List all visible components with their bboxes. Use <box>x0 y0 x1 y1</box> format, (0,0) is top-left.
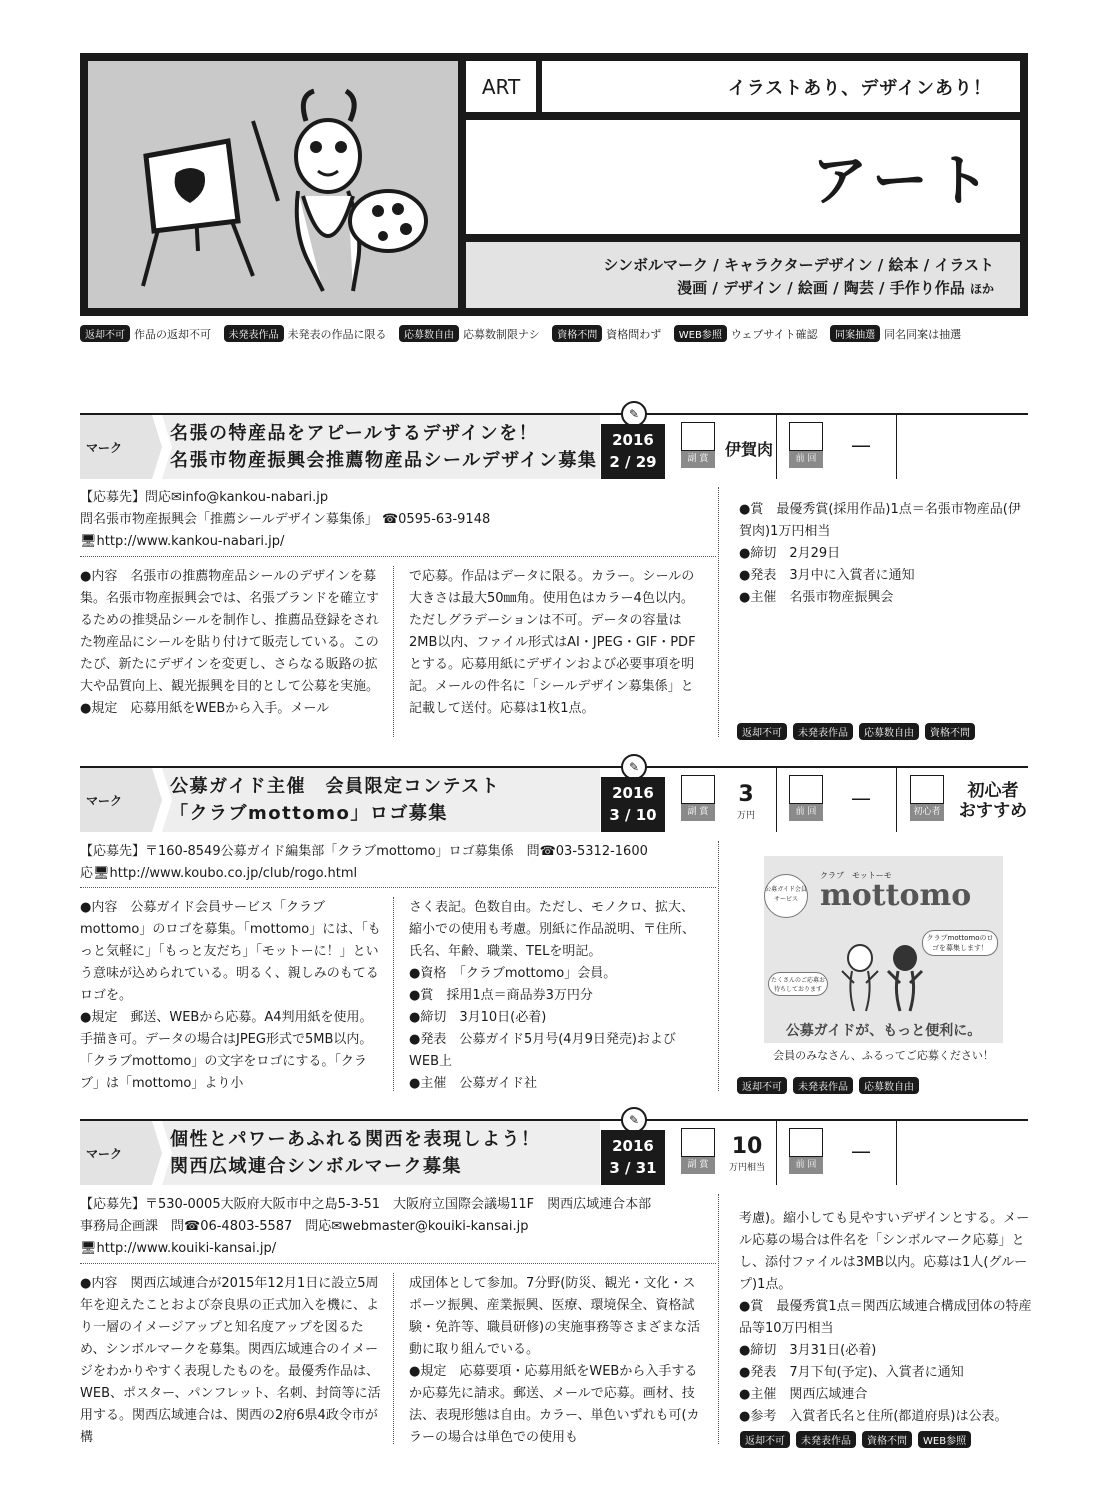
contact-line: 【応募先】〒530-0005大阪府大阪市中之島5-3-51 大阪府立国際会議場11F 関西広域連合本部 <box>80 1197 652 1212</box>
art-label: ART <box>466 61 536 112</box>
legend-badge: 返却不可 <box>80 325 130 342</box>
body-col2 <box>409 897 705 1095</box>
legend-badge: 未発表作品 <box>224 325 284 342</box>
contact-line: 🖥http://www.kouiki-kansai.jp/ <box>80 1241 277 1256</box>
dotted-rule <box>80 1263 716 1264</box>
beginner-note <box>955 781 1031 821</box>
category-label: マーク <box>86 1147 123 1161</box>
entry-title-line2: 名張市物産振興会推薦物産品シールデザイン募集 <box>170 450 598 471</box>
dotted-rule <box>393 1273 394 1444</box>
legend-text: ウェブサイト確認 <box>730 328 818 341</box>
deadline-year: 2016 <box>612 431 654 449</box>
contact-line: 事務局企画課 問☎06-4803-5587 問応✉webmaster@kouiki-kansai.jp <box>80 1219 529 1234</box>
dotted-rule <box>393 566 394 737</box>
book-icon: 初心者 <box>910 775 944 821</box>
legend-text: 作品の返却不可 <box>134 328 211 341</box>
prize-amount: 10 <box>731 1134 763 1159</box>
promo-slogan: 公募ガイドが、もっと便利に。 <box>785 1023 982 1039</box>
pin-icon: ✎ <box>621 401 647 427</box>
body-paragraph: ●主催 名張市物産振興会 <box>739 590 894 605</box>
badge-legend <box>80 325 1040 342</box>
badge: WEB参照 <box>918 1431 971 1448</box>
beginner-line: おすすめ <box>958 801 1028 821</box>
deadline-date: 2 / 29 <box>609 453 657 471</box>
legend-text: 応募数制限ナシ <box>463 328 540 341</box>
entry-title-line2: 関西広域連合シンボルマーク募集 <box>170 1156 463 1177</box>
category-label: マーク <box>86 441 123 455</box>
legend-badge: WEB参照 <box>674 325 727 342</box>
entry-title-line1: 名張の特産品をアピールするデザインを！ <box>170 423 539 444</box>
body-paragraph: ●参考 入賞者氏名と住所(都道府県)は公表。 <box>739 1409 1008 1424</box>
body-col2 <box>409 1273 705 1449</box>
divider <box>776 415 777 479</box>
entry-rule <box>80 1119 1028 1121</box>
body-col3 <box>739 1208 1039 1428</box>
contact-line: 応🖥http://www.koubo.co.jp/club/rogo.html <box>80 866 358 881</box>
body-paragraph: ●発表 7月下旬(予定)、入賞者に通知 <box>739 1365 964 1380</box>
mail-icon: 前 回 <box>789 422 823 468</box>
legend-badge: 資格不問 <box>552 325 602 342</box>
badge: 返却不可 <box>737 1077 787 1094</box>
body-paragraph: ●発表 3月中に入賞者に通知 <box>739 568 915 583</box>
prize-value: 伊賀肉 <box>725 440 774 459</box>
badge: 応募数自由 <box>859 723 919 740</box>
entry-badges <box>731 721 975 740</box>
entry-title-line1: 公募ガイド主催 会員限定コンテスト <box>170 776 501 797</box>
contact-info <box>80 487 720 553</box>
body-paragraph: で応募。作品はデータに限る。カラー。シールの大きさは最大50㎜角。使用色はカラー4色以内。ただしグラデーションは不可。データの容量は2MB以内、ファイル形式はAI・JPEG・GIF・PDFとする。応募用紙にデザインおよび必要事項を明記。メールの件名に「シールデザイン募集係」と記載して送付。応募は1枚1点。 <box>409 569 696 716</box>
coins-icon: 副 賞 <box>681 775 715 821</box>
badge: 返却不可 <box>740 1431 790 1448</box>
contact-info <box>80 841 720 885</box>
body-col3 <box>739 499 1031 609</box>
body-paragraph: ●賞 最優秀賞(採用作品)1点＝名張市物産品(伊賀肉)1万円相当 <box>739 502 1021 539</box>
dotted-rule <box>718 1194 719 1444</box>
mail-icon: 前 回 <box>789 775 823 821</box>
body-col1 <box>80 1273 383 1449</box>
dotted-rule <box>718 487 719 737</box>
body-paragraph: ●締切 2月29日 <box>739 546 841 561</box>
body-col1 <box>80 566 383 720</box>
logo-kana: クラブ モットーモ <box>820 871 892 880</box>
goat-painter-illustration <box>88 61 458 308</box>
body-paragraph: ●内容 関西広域連合が2015年12月1日に設立5周年を迎えたことおよび奈良県の正式加入を機に、より一層のイメージアップと知名度アップを図るため、シンボルマークを募集。関西広域連合のイメージをわかりやすく表現したものを。最優秀作品は、WEB、ポスター、パンフレット、名刺、封筒等に活用する。関西広域連合は、関西の2府6県4政令市が構 <box>80 1276 381 1445</box>
page-title: アート <box>466 120 1020 234</box>
beginner-line: 初心者 <box>967 781 1019 801</box>
goat-mascots-illustration <box>830 938 930 1016</box>
badge: 未発表作品 <box>793 723 853 740</box>
prize-amount: 3 <box>738 782 754 807</box>
previous-value: — <box>851 433 871 457</box>
body-paragraph: ●主催 公募ガイド社 <box>409 1076 537 1091</box>
body-col2 <box>409 566 705 720</box>
body-paragraph: ●規定 応募用紙をWEBから入手。メール <box>80 701 330 716</box>
legend-badge: 同案抽選 <box>830 325 880 342</box>
legend-text: 資格問わず <box>606 328 662 341</box>
body-paragraph: ●規定 応募要項・応募用紙をWEBから入手するか応募先に請求。郵送、メールで応募。画材、技法、表現形態は自由。カラー、単色いずれも可(カラーの場合は単色での使用も <box>409 1364 700 1445</box>
dotted-rule <box>393 897 394 1091</box>
body-paragraph: ●発表 公募ガイド5月号(4月9日発売)およびWEB上 <box>409 1032 676 1069</box>
body-paragraph: さく表記。色数自由。ただし、モノクロ、拡大、縮小での使用も考慮。別紙に作品説明、〒住所、氏名、年齢、職業、TELを明記。 <box>409 900 696 959</box>
category-label: マーク <box>86 794 123 808</box>
coins-icon: 副 賞 <box>681 422 715 468</box>
prize-unit: 万円相当 <box>728 1163 765 1173</box>
legend-badge: 応募数自由 <box>399 325 459 342</box>
entry-rule <box>80 413 1028 415</box>
contact-info <box>80 1194 720 1260</box>
body-paragraph: ●規定 郵送、WEBから応募。A4判用紙を使用。手描き可。データの場合はJPEG形式で5MB以内。「クラブmottomo」の文字をロゴにする。「クラブ」は「mottomo」より小 <box>80 1010 373 1091</box>
deadline-year: 2016 <box>612 1137 654 1155</box>
dotted-rule <box>718 841 719 1091</box>
logo-wordmark: mottomo <box>820 878 972 913</box>
deadline-box <box>601 777 665 832</box>
mail-icon: 前 回 <box>789 1128 823 1174</box>
logo-service-badge: 公募ガイド会員サービス <box>764 874 808 918</box>
contact-line: 【応募先】〒160-8549公募ガイド編集部「クラブmottomo」ロゴ募集係 問☎03-5312-1600 <box>80 844 648 859</box>
divider <box>896 415 897 479</box>
genre-tags <box>466 242 1020 308</box>
badge: 未発表作品 <box>793 1077 853 1094</box>
body-paragraph: ●内容 公募ガイド会員サービス「クラブmottomo」のロゴを募集。「mottomo」には、「もっと気軽に」「もっと友だち」「モットーに！」という意味が込められている。明るく、親しみのもてるロゴを。 <box>80 900 381 1003</box>
dotted-rule <box>80 887 716 888</box>
pin-icon: ✎ <box>621 1107 647 1133</box>
entry-title-line2: 「クラブmottomo」ロゴ募集 <box>170 803 448 824</box>
genre-tags-line1: シンボルマーク / キャラクターデザイン / 絵本 / イラスト <box>603 256 994 274</box>
speech-bubble-right: クラブmottomoのロゴを募集します！ <box>922 930 998 956</box>
body-col1 <box>80 897 383 1095</box>
divider <box>896 768 897 832</box>
legend-text: 未発表の作品に限る <box>287 328 387 341</box>
badge: 応募数自由 <box>859 1077 919 1094</box>
body-paragraph: ●内容 名張市の推薦物産品シールのデザインを募集。名張市物産振興会では、名張ブランドを確立するための推奨品シールを制作し、推薦品登録をされた物産品にシールを貼り付けて販売している。このたび、新たにデザインを変更し、さらなる販路の拡大や品質向上、観光振興を目的として公募を実施。 <box>80 569 380 694</box>
deadline-box <box>601 424 665 479</box>
promo-caption: 会員のみなさん、ふるってご応募ください！ <box>773 1049 994 1062</box>
entry-title-line1: 個性とパワーあふれる関西を表現しよう！ <box>170 1129 541 1150</box>
body-paragraph: ●賞 採用1点＝商品券3万円分 <box>409 988 593 1003</box>
pin-icon: ✎ <box>621 754 647 780</box>
deadline-date: 3 / 10 <box>609 806 657 824</box>
previous-value: — <box>851 1139 871 1163</box>
contact-line: 問名張市物産振興会「推薦シールデザイン募集係」 ☎0595-63-9148 <box>80 512 491 527</box>
entry-rule <box>80 766 1028 768</box>
badge: 資格不問 <box>925 723 975 740</box>
body-paragraph: ●主催 関西広域連合 <box>739 1387 868 1402</box>
body-paragraph: 成団体として参加。7分野(防災、観光・文化・スポーツ振興、産業振興、医療、環境保全、資格試験・免許等、職員研修)の実施事務等さまざまな活動に取り組んでいる。 <box>409 1276 701 1357</box>
deadline-year: 2016 <box>612 784 654 802</box>
mottomo-promo-image <box>764 856 1003 1043</box>
speech-bubble-left: たくさんのご応募お待ちしております <box>768 972 828 996</box>
divider <box>776 1121 777 1185</box>
deadline-date: 3 / 31 <box>609 1159 657 1177</box>
badge: 資格不問 <box>862 1431 912 1448</box>
badge: 返却不可 <box>737 723 787 740</box>
prize-unit: 万円 <box>736 811 755 821</box>
dotted-rule <box>80 556 716 557</box>
coins-icon: 副 賞 <box>681 1128 715 1174</box>
body-paragraph: ●賞 最優秀賞1点＝関西広域連合構成団体の特産品等10万円相当 <box>739 1299 1032 1336</box>
body-paragraph: ●締切 3月10日(必着) <box>409 1010 547 1025</box>
contact-line: 【応募先】問応✉info@kankou-nabari.jp <box>80 490 329 505</box>
body-paragraph: ●資格 「クラブmottomo」会員。 <box>409 966 617 981</box>
entry-badges <box>734 1429 971 1448</box>
badge: 未発表作品 <box>796 1431 856 1448</box>
genre-tags-line2: 漫画 / デザイン / 絵画 / 陶芸 / 手作り作品 ほか <box>677 279 994 297</box>
contact-line: 🖥http://www.kankou-nabari.jp/ <box>80 534 285 549</box>
header-catchphrase: イラストあり、デザインあり！ <box>542 61 1020 112</box>
divider <box>776 768 777 832</box>
body-paragraph: ●締切 3月31日(必着) <box>739 1343 877 1358</box>
divider <box>896 1121 897 1185</box>
legend-text: 同名同案は抽選 <box>884 328 962 341</box>
previous-value: — <box>851 786 871 810</box>
genre-tags-suffix: ほか <box>969 282 994 296</box>
body-paragraph: 考慮)。縮小しても見やすいデザインとする。メール応募の場合は件名を「シンボルマーク応募」とし、添付ファイルは3MB以内。応募は1人(グループ)1点。 <box>739 1211 1030 1292</box>
deadline-box <box>601 1130 665 1185</box>
entry-badges <box>731 1075 919 1094</box>
